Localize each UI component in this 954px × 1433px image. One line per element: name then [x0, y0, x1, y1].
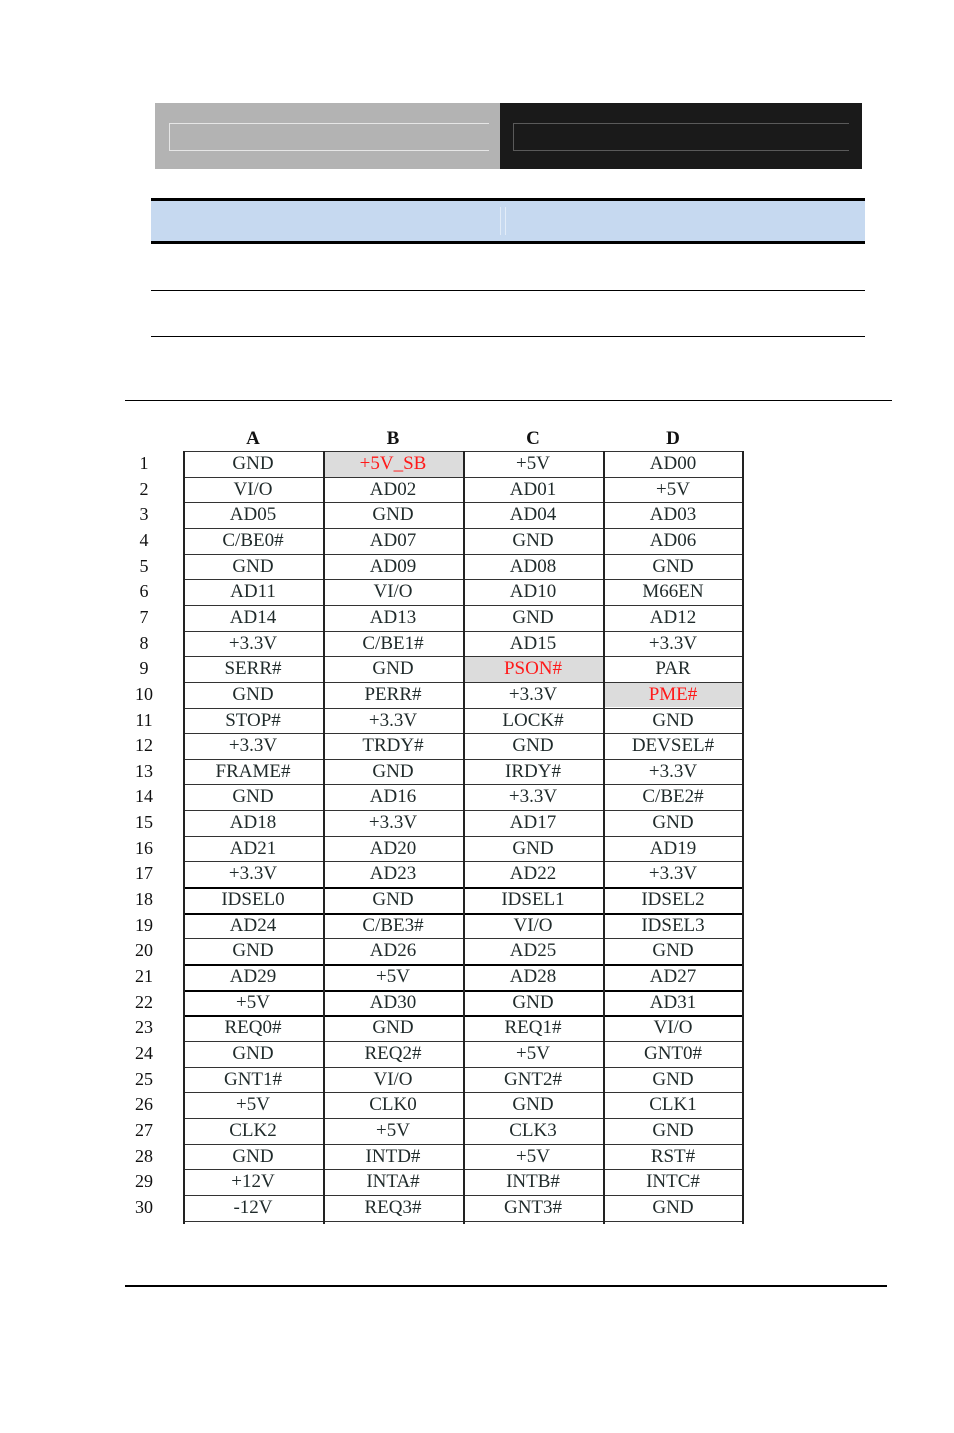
pin-cell: C/BE1#	[362, 632, 424, 654]
row-number: 27	[135, 1119, 153, 1140]
pin-cell: AD24	[229, 914, 277, 936]
pin-cell: +3.3V	[508, 786, 558, 808]
row-number: 25	[135, 1068, 153, 1089]
pin-cell: AD26	[369, 940, 417, 962]
grid-column-line	[463, 451, 465, 1224]
pin-cell: AD08	[509, 555, 557, 577]
pin-cell: STOP#	[225, 709, 281, 731]
pin-cell: CLK0	[369, 1094, 417, 1116]
pin-cell: IRDY#	[505, 760, 561, 782]
pin-cell: CLK2	[229, 1119, 277, 1141]
pin-cell: GNT1#	[223, 1068, 283, 1090]
pin-cell: GND	[652, 1068, 694, 1090]
pin-cell: INTB#	[506, 1171, 560, 1193]
pin-cell: AD31	[649, 991, 697, 1013]
column-header: C	[526, 428, 540, 449]
pin-cell: GND	[652, 555, 694, 577]
footer-rule	[125, 1285, 887, 1287]
row-number: 21	[135, 966, 153, 986]
pin-cell: RST#	[650, 1145, 696, 1167]
row-number: 4	[139, 529, 149, 550]
pin-cell: AD19	[649, 837, 697, 859]
row-number: 19	[135, 914, 153, 935]
grid-column-line	[603, 451, 605, 1224]
pin-cell: AD10	[509, 581, 557, 603]
column-header: A	[246, 428, 260, 449]
pin-cell: INTC#	[646, 1171, 700, 1193]
pin-cell: TRDY#	[362, 735, 424, 757]
pin-cell: AD21	[229, 837, 277, 859]
grid-column-line	[323, 451, 325, 1224]
pin-cell: +5V_SB	[323, 451, 463, 477]
pin-cell: GND	[512, 1094, 554, 1116]
pin-cell: GND	[232, 1145, 274, 1167]
pin-cell: GND	[372, 760, 414, 782]
pin-cell: AD15	[509, 632, 557, 654]
pin-cell: AD17	[509, 812, 557, 834]
pin-cell: GND	[652, 940, 694, 962]
pin-cell: GND	[232, 940, 274, 962]
row-number: 14	[135, 786, 153, 807]
pin-cell: LOCK#	[502, 709, 564, 731]
pin-cell: IDSEL3	[641, 914, 705, 936]
row-number: 16	[135, 837, 153, 858]
pin-cell: GND	[372, 504, 414, 526]
pin-cell: REQ0#	[224, 1017, 282, 1039]
pin-cell: +5V	[376, 966, 410, 987]
pin-cell: GND	[372, 889, 414, 911]
header-banner-right	[500, 103, 862, 169]
row-number: 30	[135, 1196, 153, 1217]
pin-cell: AD03	[649, 504, 697, 526]
pin-cell: AD09	[369, 555, 417, 577]
pin-cell: REQ2#	[364, 1042, 422, 1064]
row-number: 13	[135, 760, 153, 781]
pin-cell: AD14	[229, 606, 277, 628]
pin-cell: AD22	[509, 863, 557, 885]
pin-cell: AD23	[369, 863, 417, 885]
grid-column-line	[742, 451, 744, 1224]
row-number: 9	[139, 658, 149, 679]
pin-cell: +3.3V	[508, 683, 558, 705]
pin-cell: +3.3V	[368, 709, 418, 731]
row-number: 26	[135, 1094, 153, 1115]
pin-cell: +5V	[516, 453, 550, 474]
pin-cell: GND	[232, 555, 274, 577]
pin-cell: AD07	[369, 529, 417, 551]
pin-cell: AD05	[229, 504, 277, 526]
column-header: D	[666, 428, 680, 449]
row-number: 7	[139, 606, 149, 627]
pin-cell: AD28	[509, 966, 557, 987]
pin-cell: GND	[232, 786, 274, 808]
column-header: B	[386, 428, 400, 449]
pin-cell: GND	[652, 709, 694, 731]
grid-column-line	[183, 451, 185, 1224]
pin-cell: C/BE0#	[222, 529, 284, 551]
banner-right-frame	[513, 123, 849, 151]
spec-table-row-divider	[151, 290, 865, 291]
pin-cell: VI/O	[373, 581, 413, 603]
pin-cell: PERR#	[364, 683, 422, 705]
row-number: 22	[135, 991, 153, 1012]
pin-cell: +5V	[516, 1145, 550, 1167]
row-number: 23	[135, 1017, 153, 1038]
pin-cell: PME#	[603, 682, 743, 708]
pin-cell: GND	[512, 991, 554, 1013]
row-number: 24	[135, 1042, 153, 1063]
pin-cell: AD12	[649, 606, 697, 628]
pin-cell: PSON#	[463, 656, 603, 682]
pin-cell: GND	[372, 658, 414, 680]
pin-cell: +3.3V	[368, 812, 418, 834]
pin-cell: VI/O	[373, 1068, 413, 1090]
pin-cell: IDSEL1	[501, 889, 565, 911]
pin-cell: +3.3V	[648, 760, 698, 782]
row-number: 2	[139, 478, 149, 499]
pin-cell: PAR	[655, 658, 691, 680]
row-number: 15	[135, 812, 153, 833]
pin-cell: INTD#	[365, 1145, 421, 1167]
pin-cell: +3.3V	[648, 863, 698, 885]
pin-cell: +3.3V	[648, 632, 698, 654]
pin-cell: GND	[512, 529, 554, 551]
row-number: 20	[135, 940, 153, 961]
pin-cell: SERR#	[224, 658, 282, 680]
pin-cell: GND	[512, 606, 554, 628]
pin-cell: AD00	[649, 453, 697, 474]
pin-cell: GND	[652, 1119, 694, 1141]
pin-cell: AD11	[230, 581, 276, 603]
pin-cell: +5V	[376, 1119, 410, 1141]
pin-cell: AD18	[229, 812, 277, 834]
pin-cell: REQ3#	[364, 1196, 422, 1218]
pin-cell: AD02	[369, 478, 417, 500]
spec-table-header	[151, 198, 865, 244]
pin-cell: GNT3#	[503, 1196, 563, 1218]
row-number: 11	[135, 709, 153, 730]
row-number: 8	[139, 632, 149, 653]
section-rule	[125, 400, 892, 401]
pin-cell: GND	[372, 1017, 414, 1039]
pin-cell: AD16	[369, 786, 417, 808]
pin-cell: GND	[652, 1196, 694, 1218]
pin-cell: IDSEL2	[641, 889, 705, 911]
row-number: 28	[135, 1145, 153, 1166]
pin-cell: CLK1	[649, 1094, 697, 1116]
pin-cell: C/BE2#	[642, 786, 704, 808]
row-number: 29	[135, 1171, 153, 1192]
pin-cell: GNT0#	[643, 1042, 703, 1064]
pin-cell: AD20	[369, 837, 417, 859]
row-number: 10	[135, 683, 153, 704]
row-number: 3	[139, 504, 149, 525]
pin-cell: AD29	[229, 966, 277, 987]
pin-cell: GND	[232, 683, 274, 705]
row-number: 12	[135, 735, 153, 756]
pin-cell: C/BE3#	[362, 914, 424, 936]
spec-table-header-divider	[500, 207, 506, 235]
row-number: 18	[135, 889, 153, 910]
pin-cell: IDSEL0	[221, 889, 285, 911]
pin-cell: GND	[232, 1042, 274, 1064]
pin-cell: INTA#	[366, 1171, 420, 1193]
banner-left-frame	[169, 123, 489, 151]
pin-cell: +5V	[516, 1042, 550, 1064]
pin-cell: GND	[232, 453, 274, 474]
pin-cell: VI/O	[233, 478, 273, 500]
pin-cell: +3.3V	[228, 735, 278, 757]
pin-cell: AD25	[509, 940, 557, 962]
pin-cell: -12V	[233, 1196, 273, 1218]
pin-cell: VI/O	[513, 914, 553, 936]
pin-cell: M66EN	[642, 581, 704, 603]
pin-cell: GNT2#	[503, 1068, 563, 1090]
pin-cell: AD01	[509, 478, 557, 500]
row-number: 5	[139, 555, 149, 576]
pin-cell: AD13	[369, 606, 417, 628]
pin-cell: +5V	[236, 991, 270, 1013]
pin-cell: GND	[512, 837, 554, 859]
pin-cell: AD06	[649, 529, 697, 551]
pin-cell: CLK3	[509, 1119, 557, 1141]
pin-cell: GND	[652, 812, 694, 834]
row-number: 17	[135, 863, 153, 884]
pin-cell: FRAME#	[215, 760, 291, 782]
pin-cell: AD30	[369, 991, 417, 1013]
row-number: 6	[139, 581, 149, 602]
pin-cell: VI/O	[653, 1017, 693, 1039]
pin-cell: +12V	[231, 1171, 275, 1193]
header-banner-left	[155, 103, 500, 169]
pin-cell: REQ1#	[504, 1017, 562, 1039]
pin-cell: +5V	[656, 478, 690, 500]
pin-cell: +5V	[236, 1094, 270, 1116]
pin-cell: +3.3V	[228, 863, 278, 885]
pin-cell: DEVSEL#	[631, 735, 715, 757]
pin-cell: AD27	[649, 966, 697, 987]
pin-cell: AD04	[509, 504, 557, 526]
row-number: 1	[139, 453, 149, 473]
spec-table-bottom-border	[151, 336, 865, 337]
pin-cell: GND	[512, 735, 554, 757]
pin-cell: +3.3V	[228, 632, 278, 654]
